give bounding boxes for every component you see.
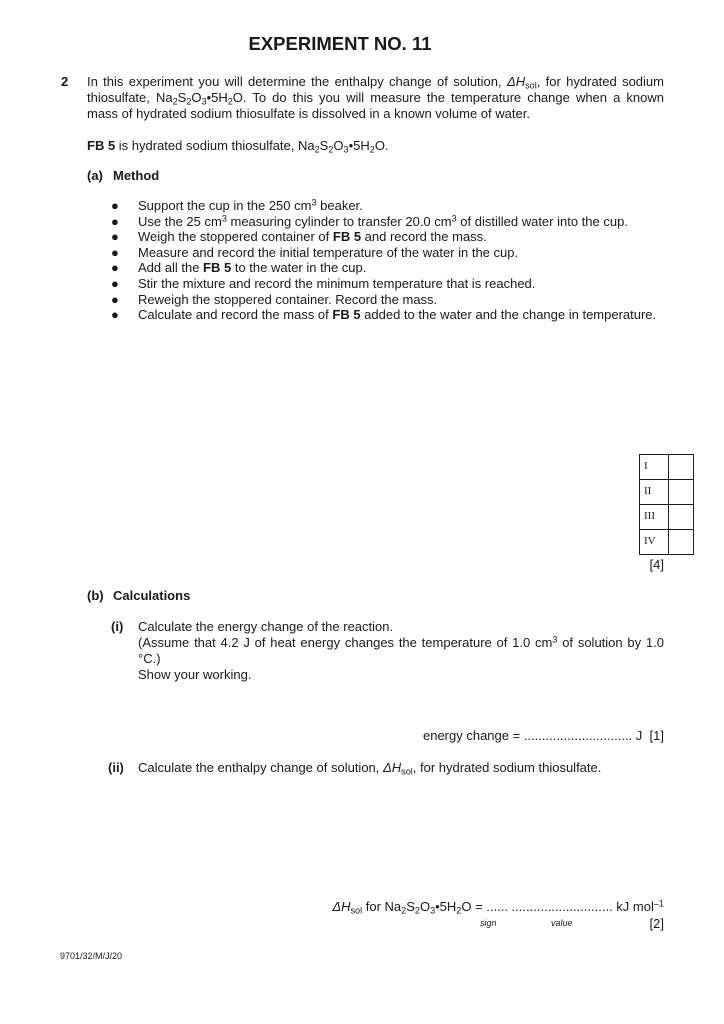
method-step: ● Reweigh the stoppered container. Record the mass.	[111, 291, 438, 307]
enthalpy-answer-line[interactable]: $\Delta H_{sol}$ for $Na_2S_2O_3•5H_2O$ = ...... ............................ kJ mol$^{-1}$	[332, 898, 664, 916]
bullet-icon: ●	[111, 275, 119, 291]
mark-row-label: I	[640, 455, 669, 480]
method-step: ● Use the 25 $cm^3$ measuring cylinder to transfer 20.0 $cm^3$ of distilled water into the cup.	[111, 213, 628, 229]
bullet-icon: ●	[111, 229, 119, 245]
part-b-heading: (b) Calculations	[87, 588, 191, 603]
marking-grid	[639, 454, 694, 555]
subpart-i-text: Calculate the energy change of the reaction. (Assume that 4.2 J of heat energy changes the temperature of 1.0 $cm^3$ of solution by 1.0 °C.) Show your working.	[138, 619, 664, 682]
subpart-ii-label: (ii)	[108, 760, 124, 775]
marks-b-ii: [2]	[649, 916, 664, 931]
marking-row	[640, 480, 694, 505]
bullet-icon: ●	[111, 198, 119, 213]
bullet-icon: ●	[111, 244, 119, 260]
subpart-ii-text: Calculate the enthalpy change of solution, $\Delta H_{sol}$, for hydrated sodium thiosulfate.	[138, 760, 602, 777]
sign-label: sign	[480, 918, 497, 928]
marking-row	[640, 455, 694, 480]
intro-paragraph: In this experiment you will determine the enthalpy change of solution, $\Delta H_{sol}$, for hydrated sodium thiosulfate, $Na_2S_2O_3•5H_2O$. To do this you will measure the temperature change when a known mass of hydrated sodium thiosulfate is dissolved in a known volume of water.	[87, 74, 664, 121]
paper-code-footer: 9701/32/M/J/20	[60, 951, 123, 961]
page-title: EXPERIMENT NO. 11	[248, 33, 432, 54]
value-label: value	[551, 918, 573, 928]
fb5-description: FB 5 is hydrated sodium thiosulfate, $Na_2S_2O_3•5H_2O$.	[87, 138, 389, 155]
method-step: ● Weigh the stoppered container of FB 5 and record the mass.	[111, 229, 487, 245]
marking-row	[640, 505, 694, 530]
bullet-icon: ●	[111, 213, 119, 229]
bullet-icon: ●	[111, 307, 119, 323]
method-step: ● Add all the FB 5 to the water in the cup.	[111, 260, 367, 276]
mark-box	[669, 480, 694, 505]
part-a-heading: (a) Method	[87, 168, 160, 183]
method-step: ● Calculate and record the mass of FB 5 added to the water and the change in temperature.	[111, 307, 657, 323]
mark-box	[669, 455, 694, 480]
marking-row	[640, 530, 694, 555]
bullet-icon: ●	[111, 260, 119, 276]
method-step: ● Support the cup in the 250 $cm^3$ beaker.	[111, 197, 363, 213]
mark-box	[669, 505, 694, 530]
energy-answer-line[interactable]: energy change = .............................. J [1]	[422, 728, 664, 743]
marks-b-i: [1]	[649, 728, 664, 743]
mark-row-label: III	[640, 505, 669, 530]
mark-box	[669, 530, 694, 555]
bullet-icon: ●	[111, 291, 119, 307]
mark-row-label: IV	[640, 530, 669, 555]
method-list	[111, 198, 671, 323]
question-number: 2	[61, 74, 69, 89]
mark-row-label: II	[640, 480, 669, 505]
subpart-i-label: (i)	[111, 619, 124, 634]
marks-part-a: [4]	[649, 557, 664, 572]
method-step: ● Measure and record the initial temperature of the water in the cup.	[111, 244, 519, 260]
method-step: ● Stir the mixture and record the minimum temperature that is reached.	[111, 275, 536, 291]
